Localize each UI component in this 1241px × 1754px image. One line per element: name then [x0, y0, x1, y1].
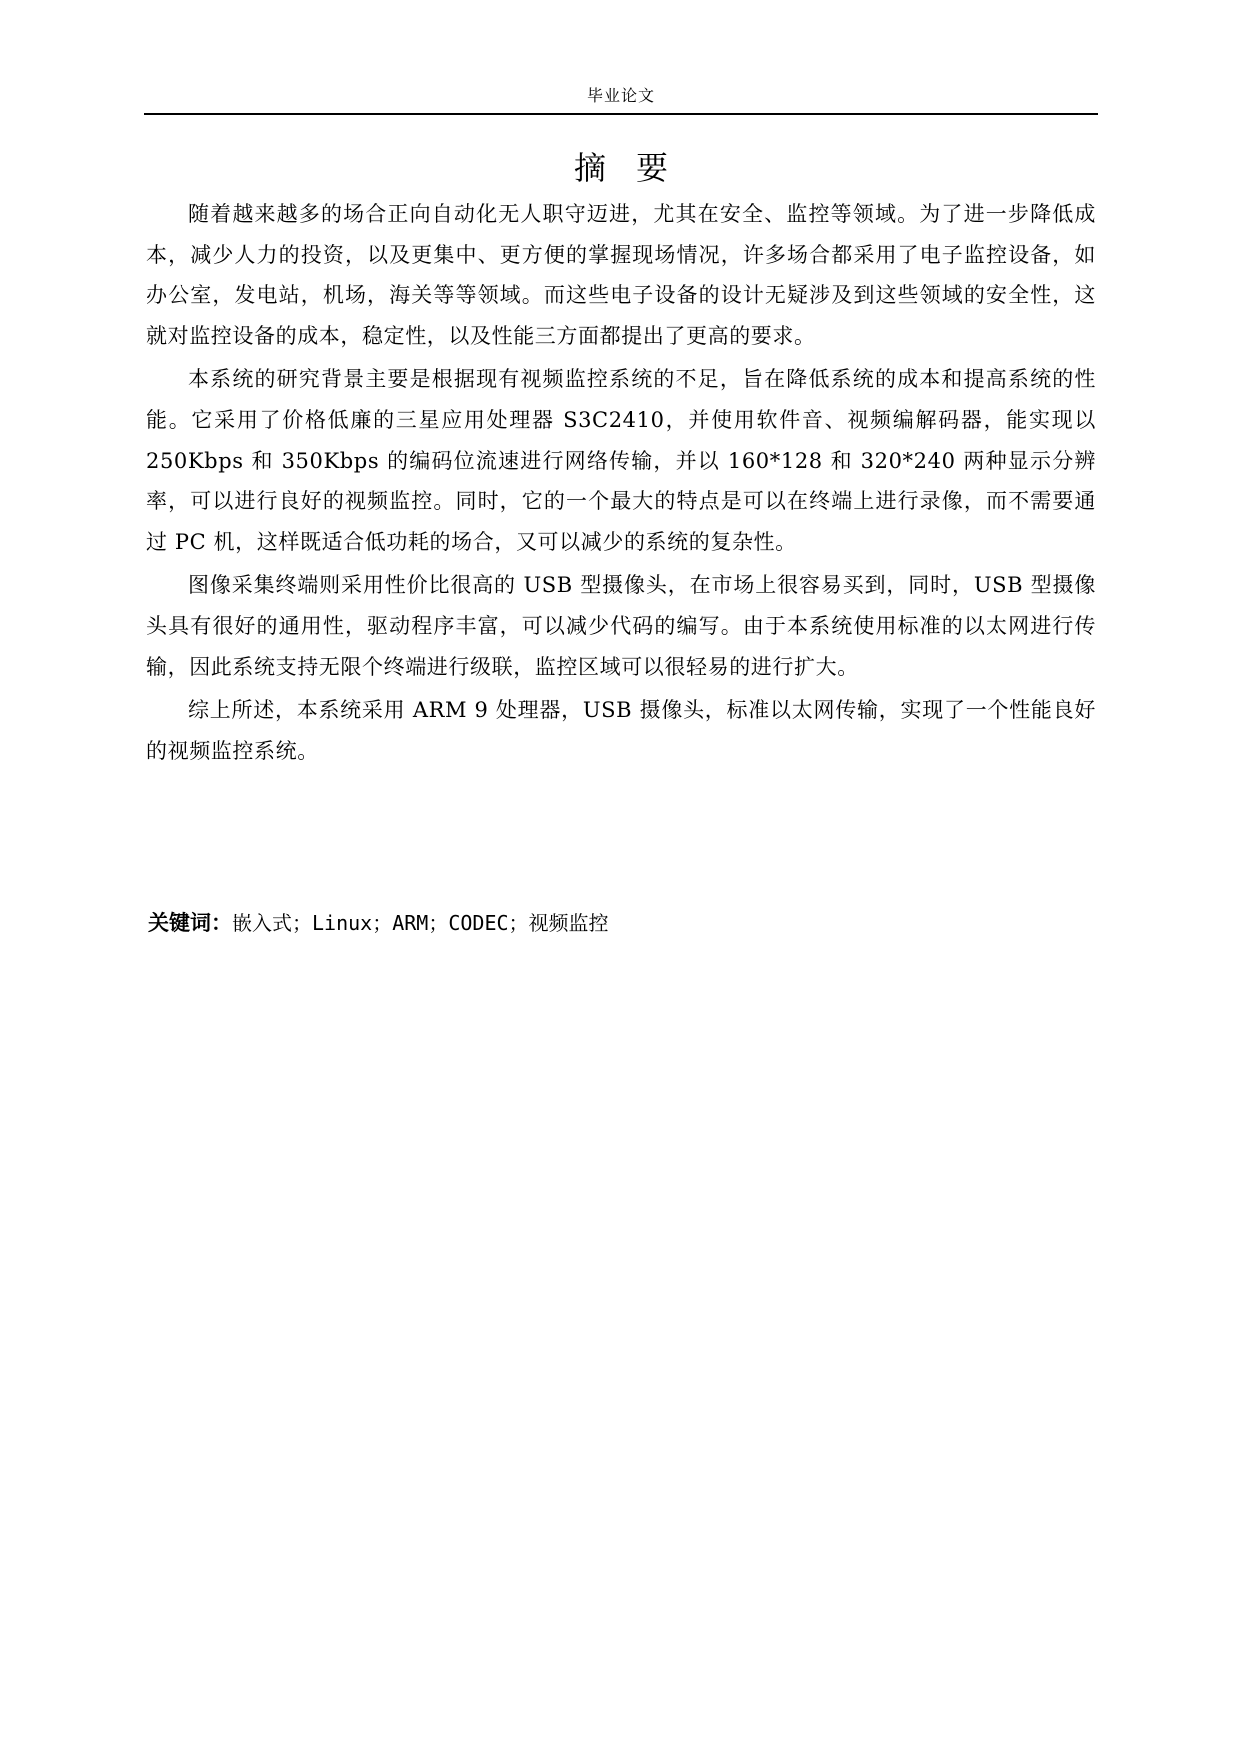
keywords-line: [148, 907, 1098, 939]
keywords-label: 关键词：: [148, 911, 232, 935]
abstract-paragraph: 图像采集终端则采用性价比很高的 USB 型摄像头，在市场上很容易买到，同时，USB 型摄像头具有很好的通用性，驱动程序丰富，可以减少代码的编写。由于本系统使用标准的以太网进行传输，因此系统支持无限个终端进行级联，监控区域可以很轻易的进行扩大。: [146, 573, 1096, 679]
abstract-title: [144, 148, 1098, 188]
abstract-title-part1: 摘: [573, 149, 606, 187]
abstract-body: [146, 194, 1096, 774]
abstract-paragraph: 本系统的研究背景主要是根据现有视频监控系统的不足，旨在降低系统的成本和提高系统的性能。它采用了价格低廉的三星应用处理器 S3C2410，并使用软件音、视频编解码器，能实现以 250Kbps 和 350Kbps 的编码位流速进行网络传输，并以 160*128 和 320*240 两种显示分辨率，可以进行良好的视频监控。同时，它的一个最大的特点是可以在终端上进行录像，而不需要通过 PC 机，这样既适合低功耗的场合，又可以减少的系统的复杂性。: [146, 367, 1096, 554]
abstract-paragraph: 随着越来越多的场合正向自动化无人职守迈进，尤其在安全、监控等领域。为了进一步降低成本，减少人力的投资，以及更集中、更方便的掌握现场情况，许多场合都采用了电子监控设备，如办公室，发电站，机场，海关等等领域。而这些电子设备的设计无疑涉及到这些领域的安全性，这就对监控设备的成本，稳定性，以及性能三方面都提出了更高的要求。: [146, 202, 1096, 348]
keywords-values: 嵌入式；Linux；ARM；CODEC；视频监控: [232, 911, 609, 935]
header-divider: [144, 113, 1098, 115]
running-header: 毕业论文: [586, 86, 655, 105]
abstract-title-part2: 要: [636, 149, 669, 187]
abstract-paragraph: 综上所述，本系统采用 ARM 9 处理器，USB 摄像头，标准以太网传输，实现了一个性能良好的视频监控系统。: [146, 698, 1096, 763]
